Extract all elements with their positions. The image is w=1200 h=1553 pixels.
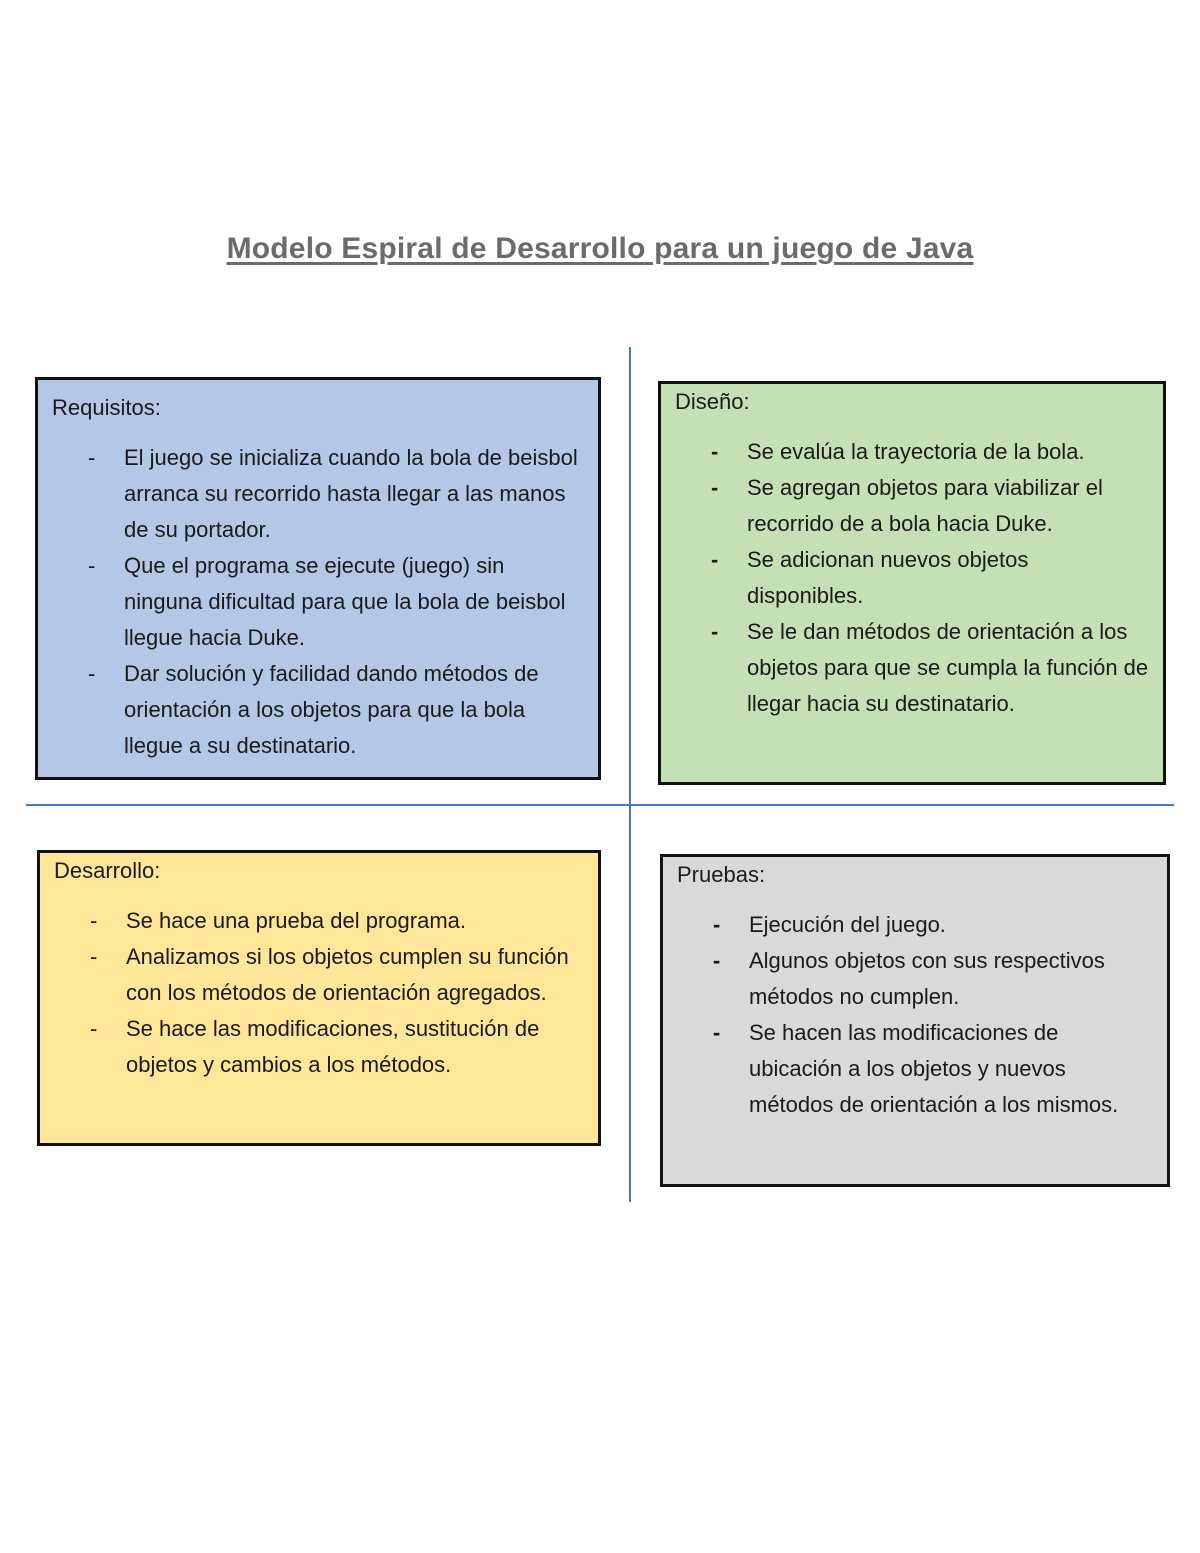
dash-bullet: - [711,439,719,464]
quadrant-list [52,440,584,764]
list-item-text: Se le dan métodos de orientación a los objetos para que se cumpla la función de llegar hacia su destinatario. [747,619,1149,716]
list-item [675,470,1149,542]
dash-bullet: - [713,912,721,937]
dash-bullet: - [711,475,719,500]
list-item [677,907,1153,943]
quadrant-desarrollo [37,850,601,1146]
list-item-text: Ejecución del juego. [749,912,946,937]
list-item-text: Analizamos si los objetos cumplen su función con los métodos de orientación agregados. [126,944,569,1005]
quadrant-list [54,903,584,1083]
list-item-text: Se agregan objetos para viabilizar el recorrido de a bola hacia Duke. [747,475,1103,536]
vertical-axis-line [629,347,631,1202]
quadrant-label: Diseño: [675,389,750,414]
list-item-text: Se hacen las modificaciones de ubicación a los objetos y nuevos métodos de orientación a los mismos. [749,1020,1119,1117]
list-item-text: Dar solución y facilidad dando métodos de orientación a los objetos para que la bola llegue a su destinatario. [124,661,539,758]
quadrant-label: Pruebas: [677,862,766,887]
dash-bullet: - [88,553,96,578]
list-item [54,1011,584,1083]
dash-bullet: - [90,1016,98,1041]
dash-bullet: - [711,619,719,644]
quadrant-list [675,434,1149,722]
dash-bullet: - [88,445,96,470]
list-item-text: Se hace una prueba del programa. [126,908,467,933]
dash-bullet: - [90,944,98,969]
list-item [52,440,584,548]
list-item-text: Algunos objetos con sus respectivos métodos no cumplen. [749,948,1105,1009]
list-item [675,434,1149,470]
list-item [675,542,1149,614]
list-item [677,943,1153,1015]
list-item-text: El juego se inicializa cuando la bola de beisbol arranca su recorrido hasta llegar a las manos de su portador. [124,445,578,542]
list-item-text: Se hace las modificaciones, sustitución de objetos y cambios a los métodos. [126,1016,540,1077]
quadrant-requisitos [35,377,601,780]
dash-bullet: - [713,948,721,973]
dash-bullet: - [88,661,96,686]
horizontal-axis-line [26,804,1174,806]
quadrant-pruebas [660,854,1170,1187]
quadrant-label: Requisitos: [52,395,161,420]
dash-bullet: - [90,908,98,933]
list-item-text: Se adicionan nuevos objetos disponibles. [747,547,1029,608]
list-item [54,939,584,1011]
dash-bullet: - [713,1020,721,1045]
list-item [52,548,584,656]
page-title: Modelo Espiral de Desarrollo para un juego de Java [226,232,974,265]
list-item [54,903,584,939]
list-item-text: Se evalúa la trayectoria de la bola. [747,439,1085,464]
list-item [52,656,584,764]
list-item [677,1015,1153,1123]
quadrant-diseno [658,381,1166,785]
dash-bullet: - [711,547,719,572]
quadrant-list [677,907,1153,1123]
list-item-text: Que el programa se ejecute (juego) sin ninguna dificultad para que la bola de beisbol llegue hacia Duke. [124,553,566,650]
list-item [675,614,1149,722]
quadrant-label: Desarrollo: [54,858,161,883]
